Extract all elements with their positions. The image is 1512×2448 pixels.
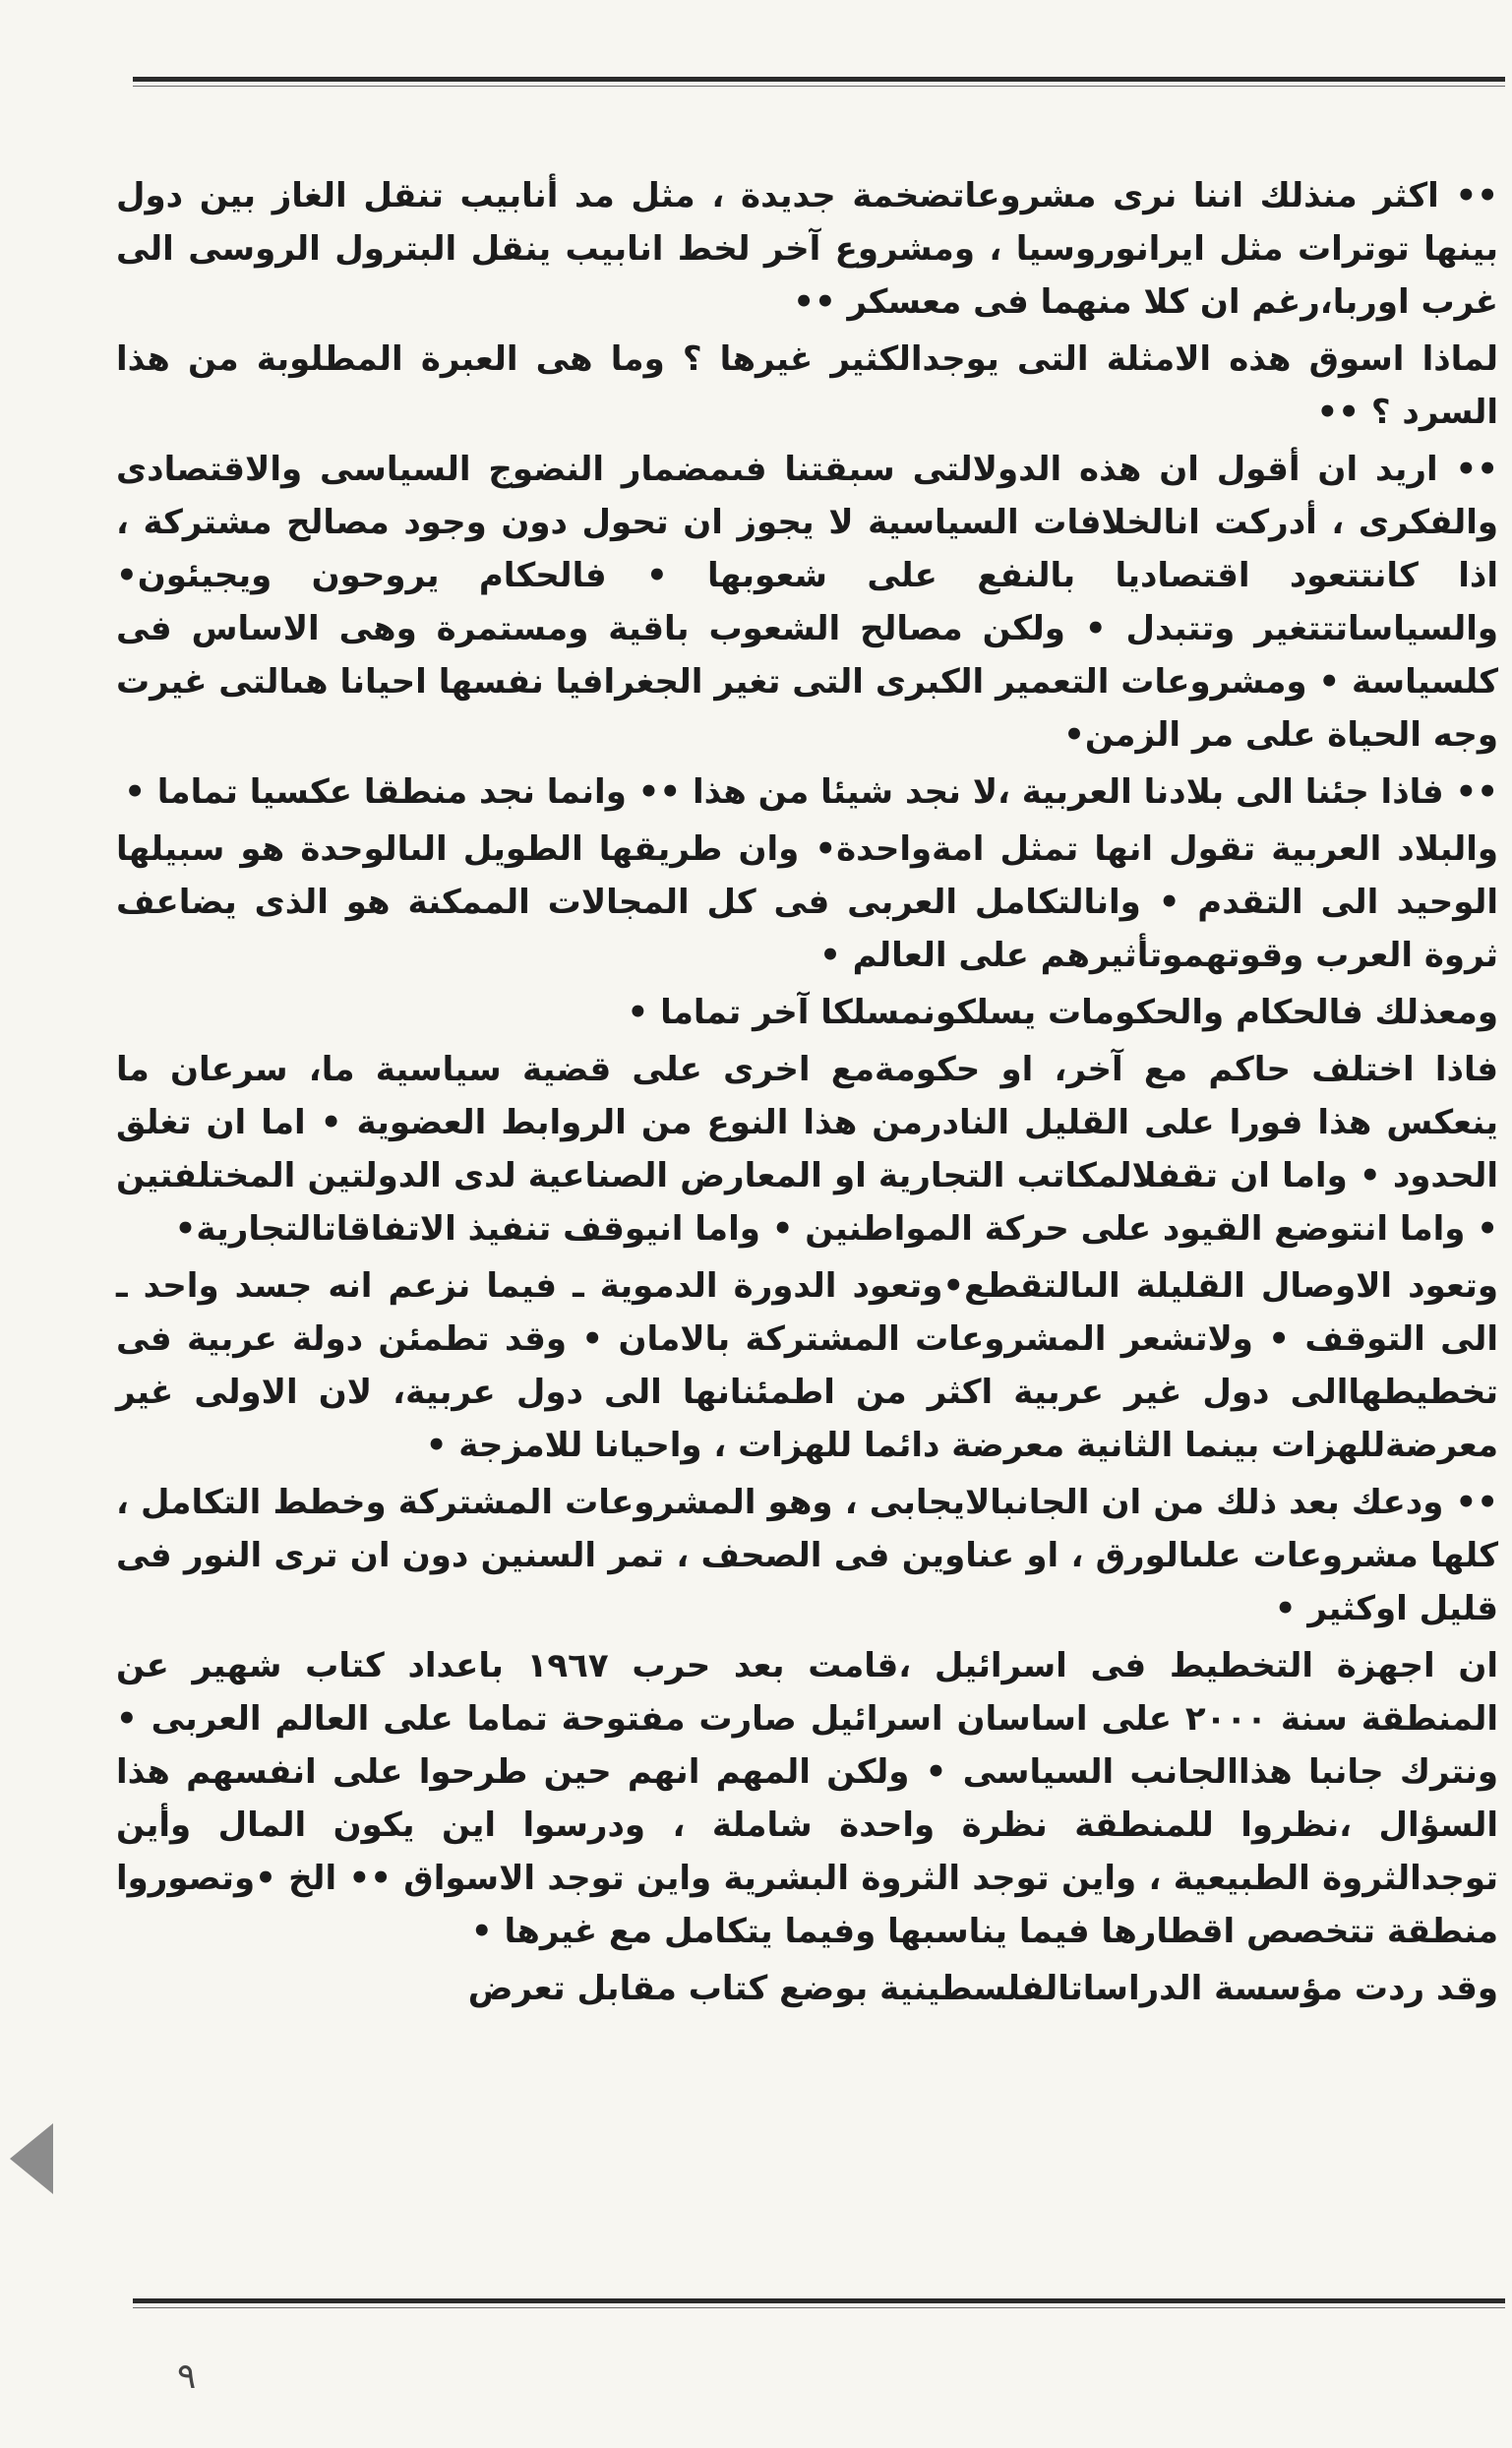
paragraph: •• اريد ان أقول ان هذه الدولالتى سبقتنا فىمضمار النضوج السياسى والاقتصادى والفكرى ، أدركت انالخلافات السياسية لا يجوز ان تحول دون وجود مصالح مشتركة ، اذا كانتتعود اقتصاديا بالنفع على شعوبها • فالحكام يروحون ويجيئون• والسياساتتتغير وتتبدل • ولكن مصالح الشعوب باقية ومستمرة وهى الاساس فى كلسياسة • ومشروعات التعمير الكبرى التى تغير الجغرافيا نفسها احيانا هىالتى غيرت وجه الحياة على مر الزمن• — [116, 450, 1498, 755]
triangle-left-icon[interactable] — [10, 2123, 53, 2194]
paragraph: ومعذلك فالحكام والحكومات يسلكونمسلكا آخر تماما • — [627, 993, 1498, 1032]
paragraph: •• فاذا جئنا الى بلادنا العربية ،لا نجد شيئا من هذا •• وانما نجد منطقا عكسيا تماما • — [124, 772, 1498, 812]
paragraph: فاذا اختلف حاكم مع آخر، او حكومةمع اخرى على قضية سياسية ما، سرعان ما ينعكس هذا فورا على القليل النادرمن هذا النوع من الروابط العضوية • اما ان تغلق الحدود • واما ان تقفلالمكاتب التجارية او المعارض الصناعية لدى الدولتين المختلفتين • واما انتوضع القيود على حركة المواطنين • واما انيوقف تنفيذ الاتفاقاتالتجارية• — [116, 1050, 1498, 1249]
paragraph: ان اجهزة التخطيط فى اسرائيل ،قامت بعد حرب ١٩٦٧ باعداد كتاب شهير عن المنطقة سنة ٢٠٠٠ على اساسان اسرائيل صارت مفتوحة تماما على العالم العربى • ونترك جانبا هذاالجانب السياسى • ولكن المهم انهم حين طرحوا على انفسهم هذا السؤال ،نظروا للمنطقة نظرة واحدة شاملة ، ودرسوا اين يكون المال وأين توجدالثروة الطبيعية ، واين توجد الثروة البشرية واين توجد الاسواق •• الخ •وتصوروا منطقة تتخصص اقطارها فيما يناسبها وفيما يتكامل مع غيرها • — [116, 1646, 1498, 1951]
article-body — [116, 169, 1498, 2019]
paragraph: •• اكثر منذلك اننا نرى مشروعاتضخمة جديدة ، مثل مد أنابيب تنقل الغاز بين دول بينها توترات مثل ايرانوروسيا ، ومشروع آخر لخط انابيب ينقل البترول الروسى الى غرب اوربا،رغم ان كلا منهما فى معسكر •• — [116, 176, 1498, 322]
paragraph: •• ودعك بعد ذلك من ان الجانبالايجابى ، وهو المشروعات المشتركة وخطط التكامل ، كلها مشروعات علىالورق ، او عناوين فى الصحف ، تمر السنين دون ان ترى النور فى قليل اوكثير • — [116, 1483, 1498, 1628]
paragraph: والبلاد العربية تقول انها تمثل امةواحدة• وان طريقها الطويل الىالوحدة هو سبيلها الوحيد الى التقدم • وانالتكامل العربى فى كل المجالات الممكنة هو الذى يضاعف ثروة العرب وقوتهموتأثيرهم على العالم • — [116, 829, 1498, 975]
paragraph: وقد ردت مؤسسة الدراساتالفلسطينية بوضع كتاب مقابل تعرض — [467, 1969, 1498, 2008]
bottom-rule — [133, 2298, 1505, 2303]
page-number: ٩ — [177, 2356, 197, 2397]
paragraph: لماذا اسوق هذه الامثلة التى يوجدالكثير غيرها ؟ وما هى العبرة المطلوبة من هذا السرد ؟ •• — [116, 339, 1498, 432]
top-rule — [133, 77, 1505, 82]
paragraph: وتعود الاوصال القليلة الىالتقطع•وتعود الدورة الدموية ـ فيما نزعم انه جسد واحد ـ الى التوقف • ولاتشعر المشروعات المشتركة بالامان • وقد تطمئن دولة عربية فى تخطيطهاالى دول غير عربية اكثر من اطمئنانها الى دول عربية، لان الاولى غير معرضةللهزات بينما الثانية معرضة دائما للهزات ، واحيانا للامزجة • — [116, 1266, 1498, 1465]
